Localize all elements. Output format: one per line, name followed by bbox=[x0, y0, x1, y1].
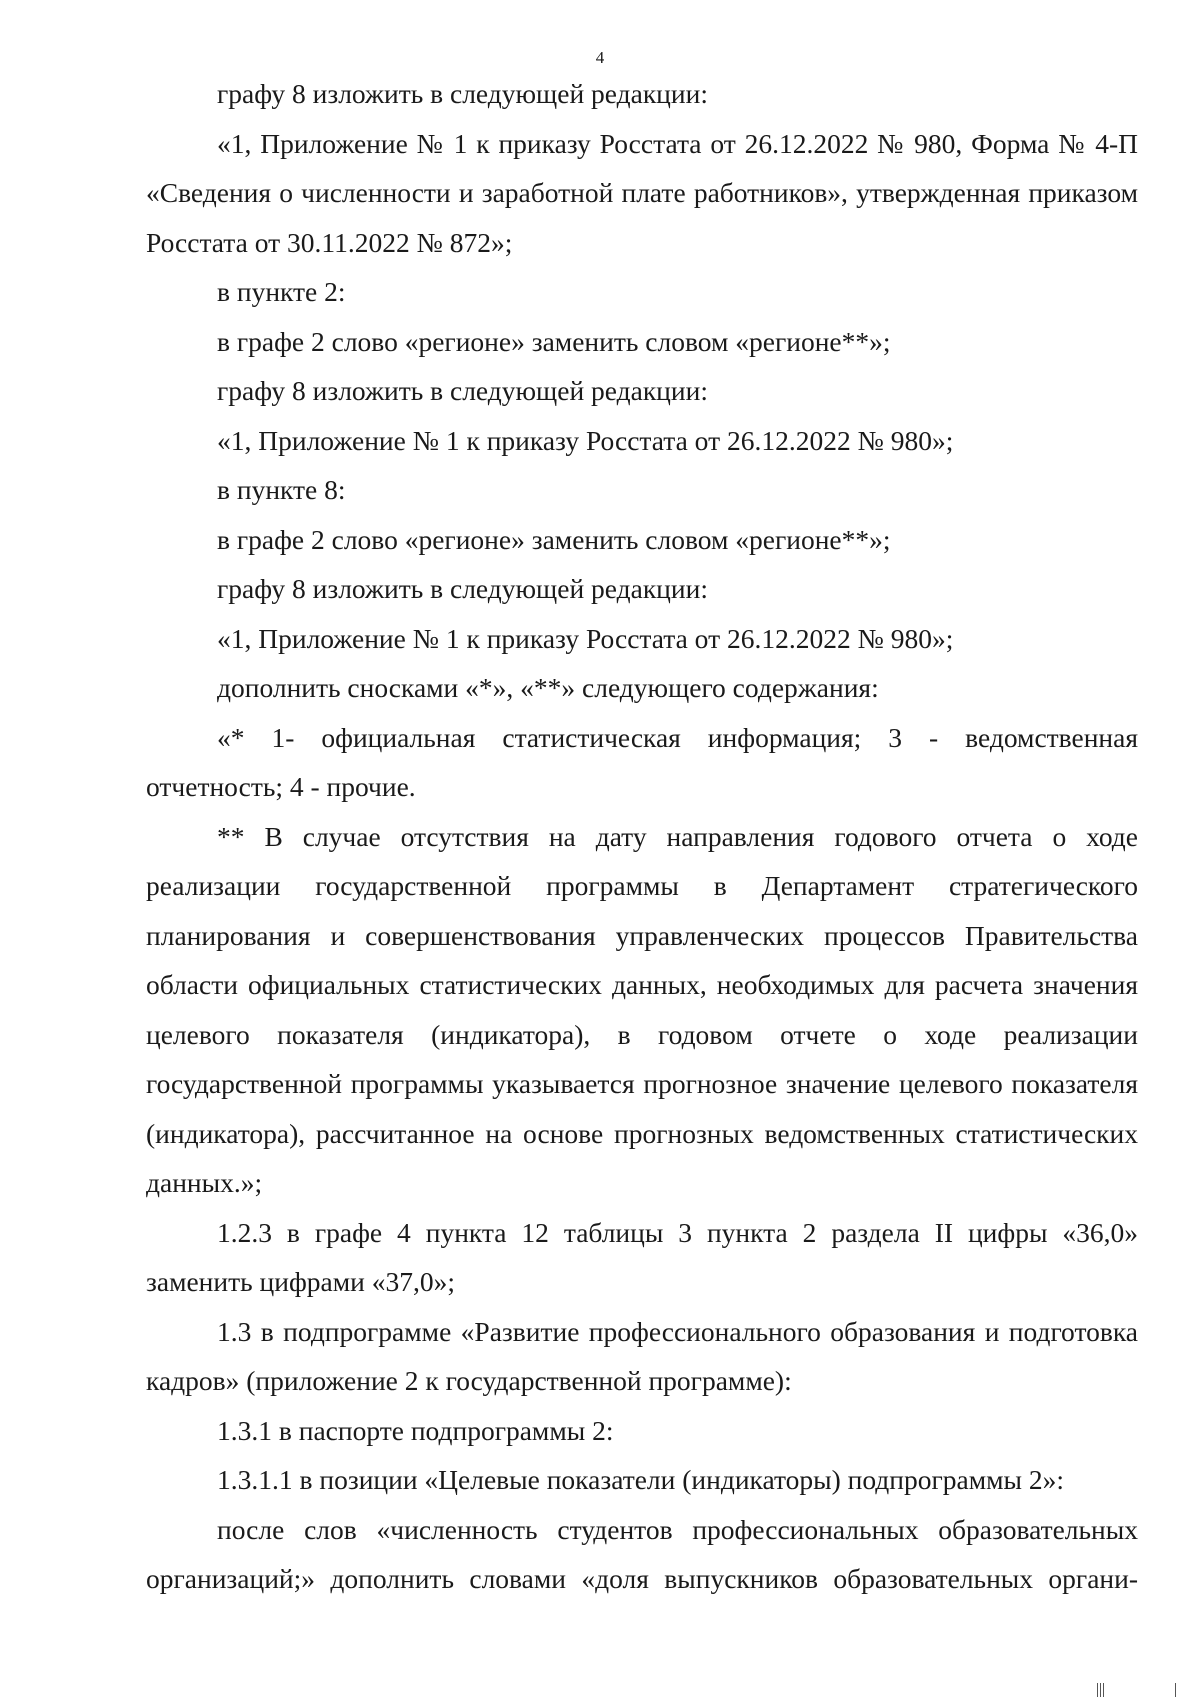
paragraph: 1.2.3 в графе 4 пункта 12 таблицы 3 пункта 2 раздела II цифры «36,0» заменить цифрами «37,0»; bbox=[146, 1216, 1138, 1297]
paragraph: «1, Приложение № 1 к приказу Росстата от 26.12.2022 № 980»; bbox=[217, 424, 954, 456]
paragraph: 1.3.1.1 в позиции «Целевые показатели (индикаторы) подпрограммы 2»: bbox=[217, 1464, 1065, 1495]
paragraph: графу 8 изложить в следующей редакции: bbox=[217, 78, 708, 109]
page-number: 4 bbox=[595, 48, 605, 67]
paragraph: графу 8 изложить в следующей редакции: bbox=[217, 573, 708, 604]
paragraph: в графе 2 слово «регионе» заменить словом «регионе**»; bbox=[217, 325, 891, 357]
paragraph: дополнить сносками «*», «**» следующего содержания: bbox=[217, 672, 879, 703]
scan-artifact-mark bbox=[1100, 1683, 1101, 1697]
paragraph: «1, Приложение № 1 к приказу Росстата от 26.12.2022 № 980, Форма № 4-П «Сведения о численности и заработной плате работников», утвержденная приказом Росстата от 30.11.2022 № 872»; bbox=[146, 127, 1138, 258]
paragraph: в пункте 2: bbox=[217, 276, 346, 307]
paragraph: 1.3 в подпрограмме «Развитие профессионального образования и подготовка кадров» (приложение 2 к государственной программе): bbox=[146, 1315, 1138, 1396]
document-body bbox=[146, 69, 1138, 1604]
paragraph: 1.3.1 в паспорте подпрограммы 2: bbox=[217, 1414, 614, 1446]
paragraph: в графе 2 слово «регионе» заменить словом «регионе**»; bbox=[217, 523, 891, 555]
paragraph: графу 8 изложить в следующей редакции: bbox=[217, 375, 708, 406]
paragraph: в пункте 8: bbox=[217, 474, 346, 505]
paragraph: после слов «численность студентов профессиональных образовательных организаций;» дополнить словами «доля выпускников образовательных органи- bbox=[146, 1513, 1138, 1594]
paragraph: «1, Приложение № 1 к приказу Росстата от 26.12.2022 № 980»; bbox=[217, 622, 954, 654]
footnote-paragraph: «* 1- официальная статистическая информация; 3 - ведомственная отчетность; 4 - прочие. bbox=[146, 721, 1138, 802]
scan-artifact-mark bbox=[1097, 1683, 1098, 1697]
footnote-paragraph: ** В случае отсутствия на дату направления годового отчета о ходе реализации государственной программы в Департамент стратегического планирования и совершенствования управленческих процессов Правительства области официальных статистических данных, необходимых для расчета значения целевого показателя (индикатора), в годовом отчете о ходе реализации государственной программы указывается прогнозное значение целевого показателя (индикатора), рассчитанное на основе прогнозных ведомственных статистических данных.»; bbox=[146, 820, 1138, 1198]
scan-artifact-mark bbox=[1103, 1683, 1104, 1697]
scan-artifact-mark bbox=[1175, 1683, 1176, 1697]
